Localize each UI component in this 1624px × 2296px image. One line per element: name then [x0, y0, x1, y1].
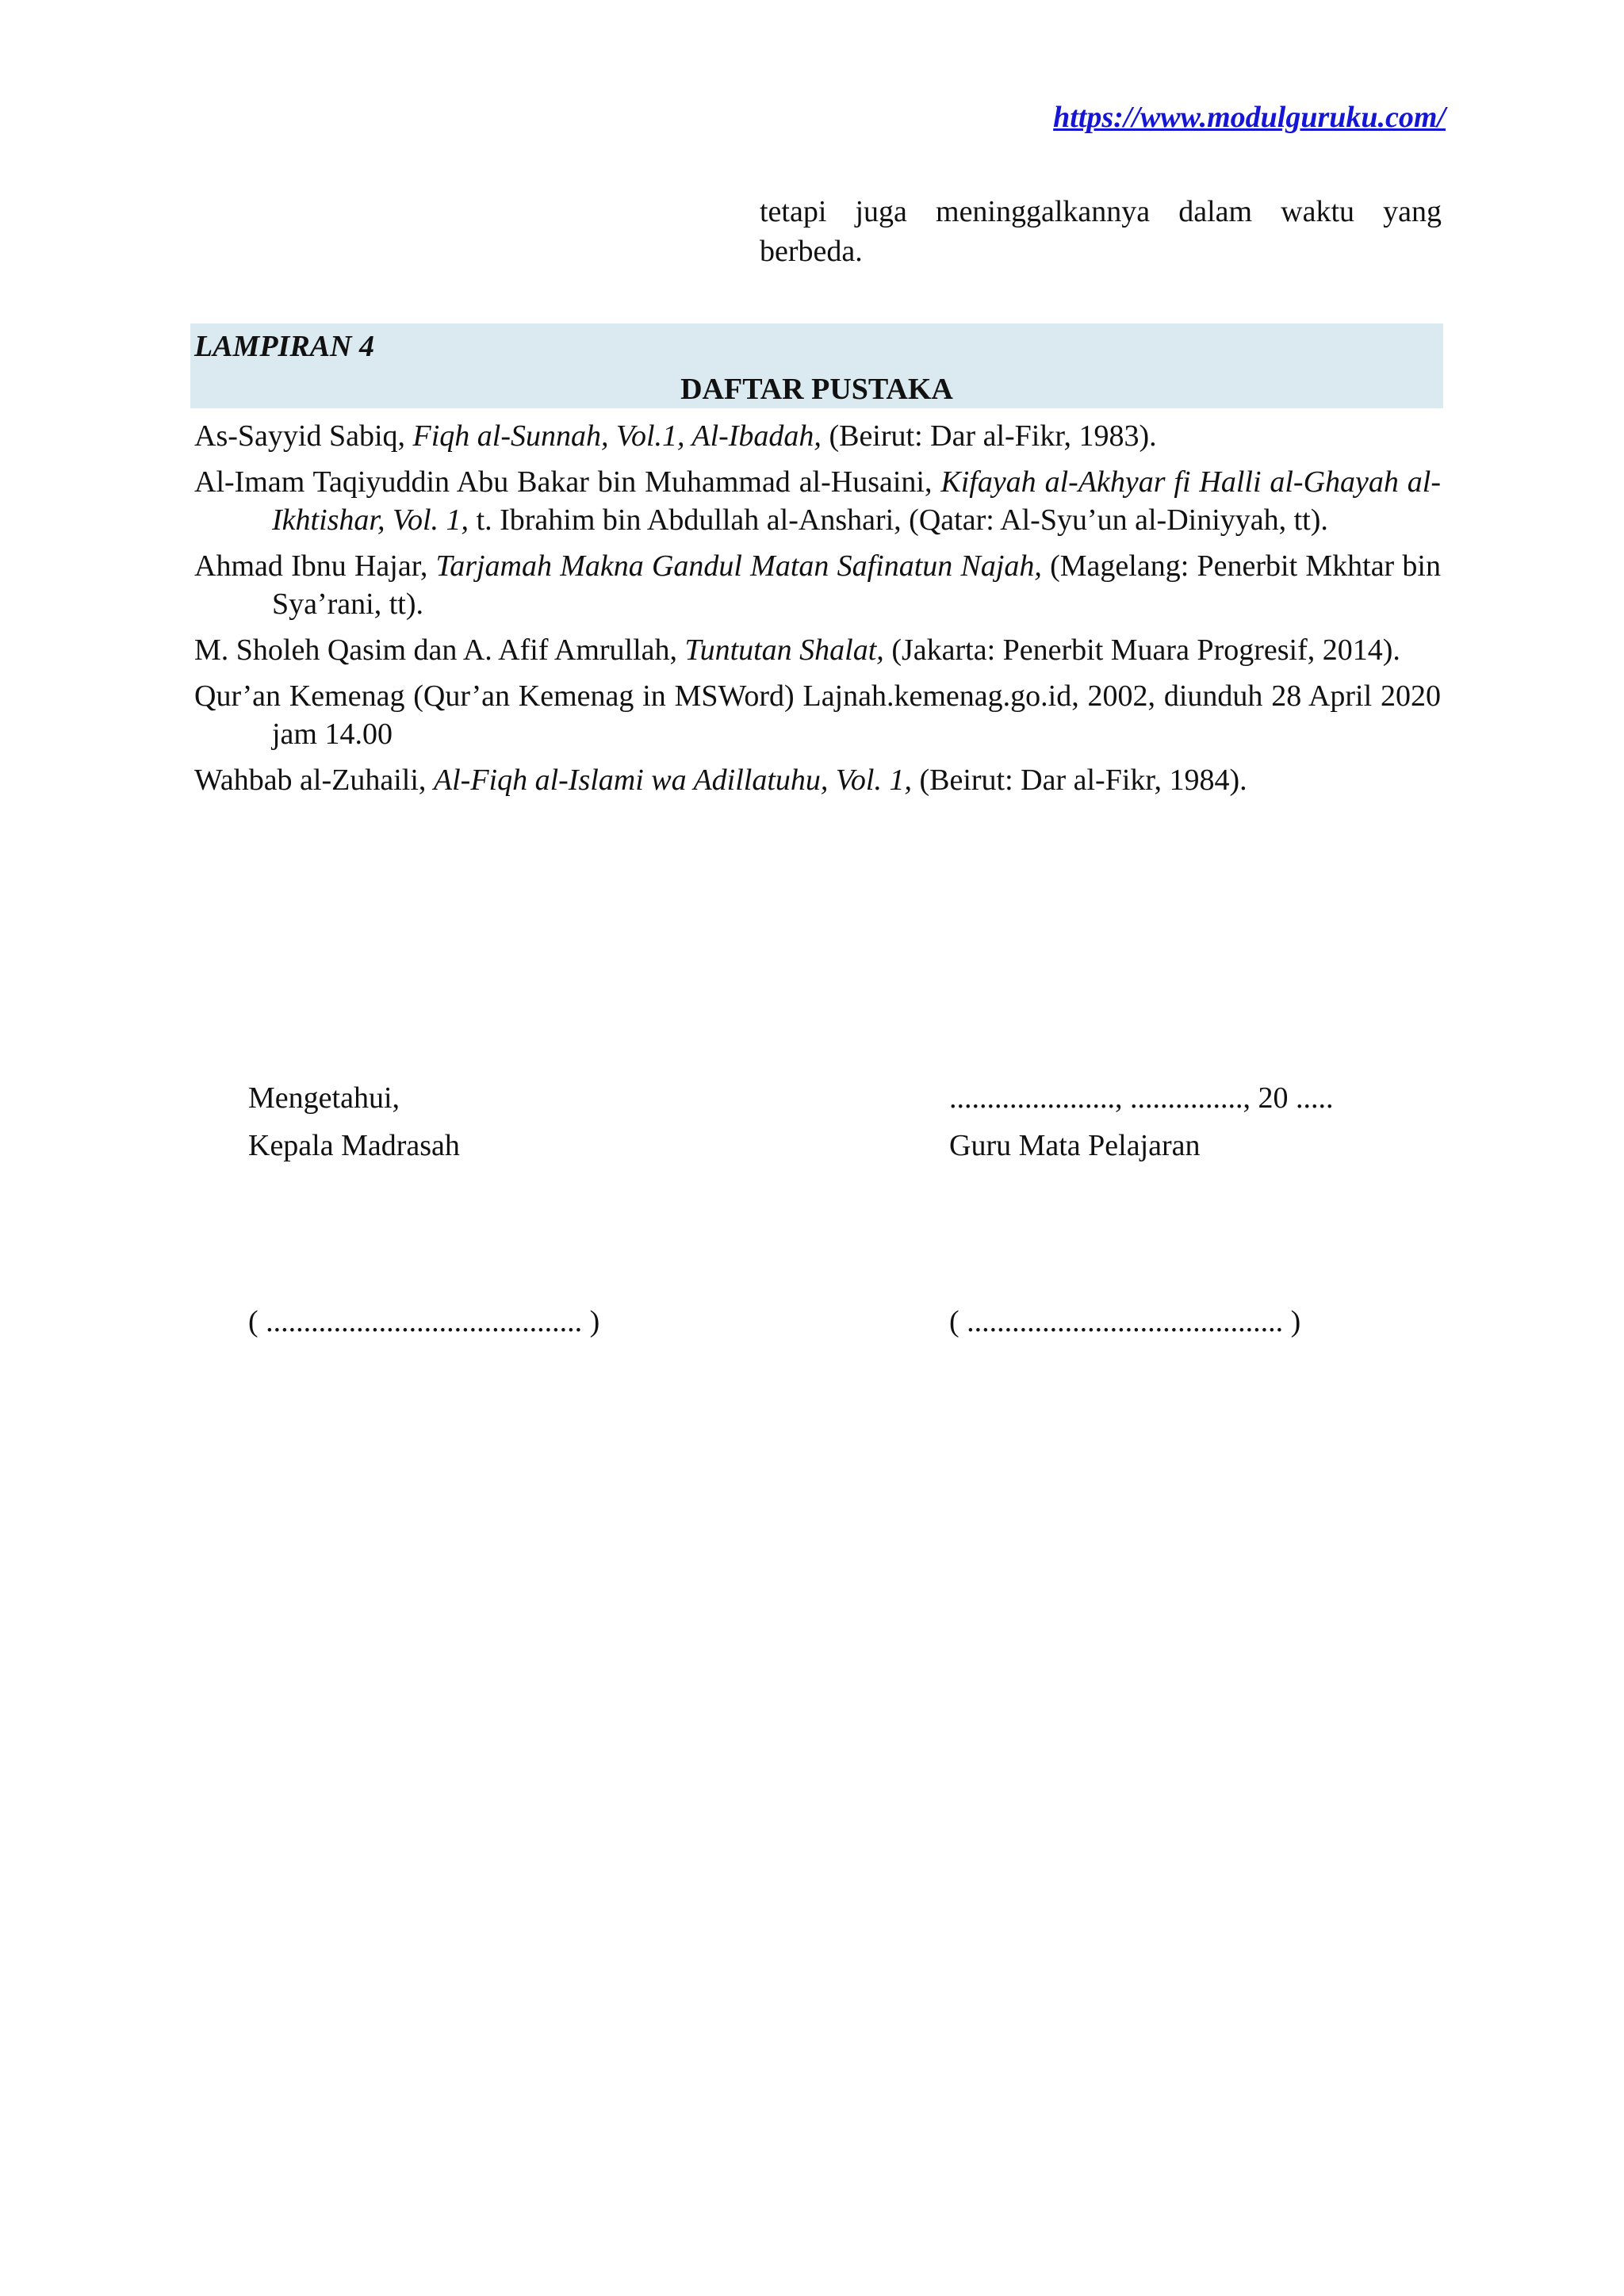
reference-list: [194, 417, 1441, 807]
continued-paragraph: tetapi juga meninggalkannya dalam waktu yang berbeda.: [760, 195, 1442, 268]
reference-item: Wahbab al-Zuhaili, Al-Fiqh al-Islami wa Adillatuhu, Vol. 1, (Beirut: Dar al-Fikr, 1984).: [194, 763, 1247, 797]
bibliography-title: DAFTAR PUSTAKA: [680, 373, 953, 406]
signature-block-teacher: [949, 1074, 1334, 1169]
reference-item: As-Sayyid Sabiq, Fiqh al-Sunnah, Vol.1, Al-Ibadah, (Beirut: Dar al-Fikr, 1983).: [194, 419, 1157, 453]
reference-item: Qur’an Kemenag (Qur’an Kemenag in MSWord) Lajnah.kemenag.go.id, 2002, diunduh 28 April 2020 jam 14.00: [194, 679, 1441, 751]
reference-item: Al-Imam Taqiyuddin Abu Bakar bin Muhammad al-Husaini, Kifayah al-Akhyar fi Halli al-Ghayah al-Ikhtishar, Vol. 1, t. Ibrahim bin Abdullah al-Anshari, (Qatar: Al-Syu’un al-Diniyyah, tt).: [194, 465, 1441, 537]
signature-block-principal: [248, 1074, 460, 1169]
reference-item: M. Sholeh Qasim dan A. Afif Amrullah, Tuntutan Shalat, (Jakarta: Penerbit Muara Progresif, 2014).: [194, 633, 1400, 667]
signature-name-line-principal: ( .......................................... ): [248, 1305, 600, 1338]
reference-item: Ahmad Ibnu Hajar, Tarjamah Makna Gandul Matan Safinatun Najah, (Magelang: Penerbit Mkhtar bin Sya’rani, tt).: [194, 549, 1441, 621]
header-url-link[interactable]: https://www.modulguruku.com/: [1053, 101, 1446, 134]
signature-role-teacher: Guru Mata Pelajaran: [949, 1129, 1201, 1162]
signature-name-line-teacher: ( .......................................... ): [949, 1305, 1301, 1338]
signature-role-principal: Kepala Madrasah: [248, 1129, 460, 1162]
signature-acknowledge-text: Mengetahui,: [248, 1081, 400, 1115]
lampiran-label: LAMPIRAN 4: [194, 330, 374, 363]
signature-date-placeholder: ......................, ..............., 20 .....: [949, 1081, 1334, 1115]
